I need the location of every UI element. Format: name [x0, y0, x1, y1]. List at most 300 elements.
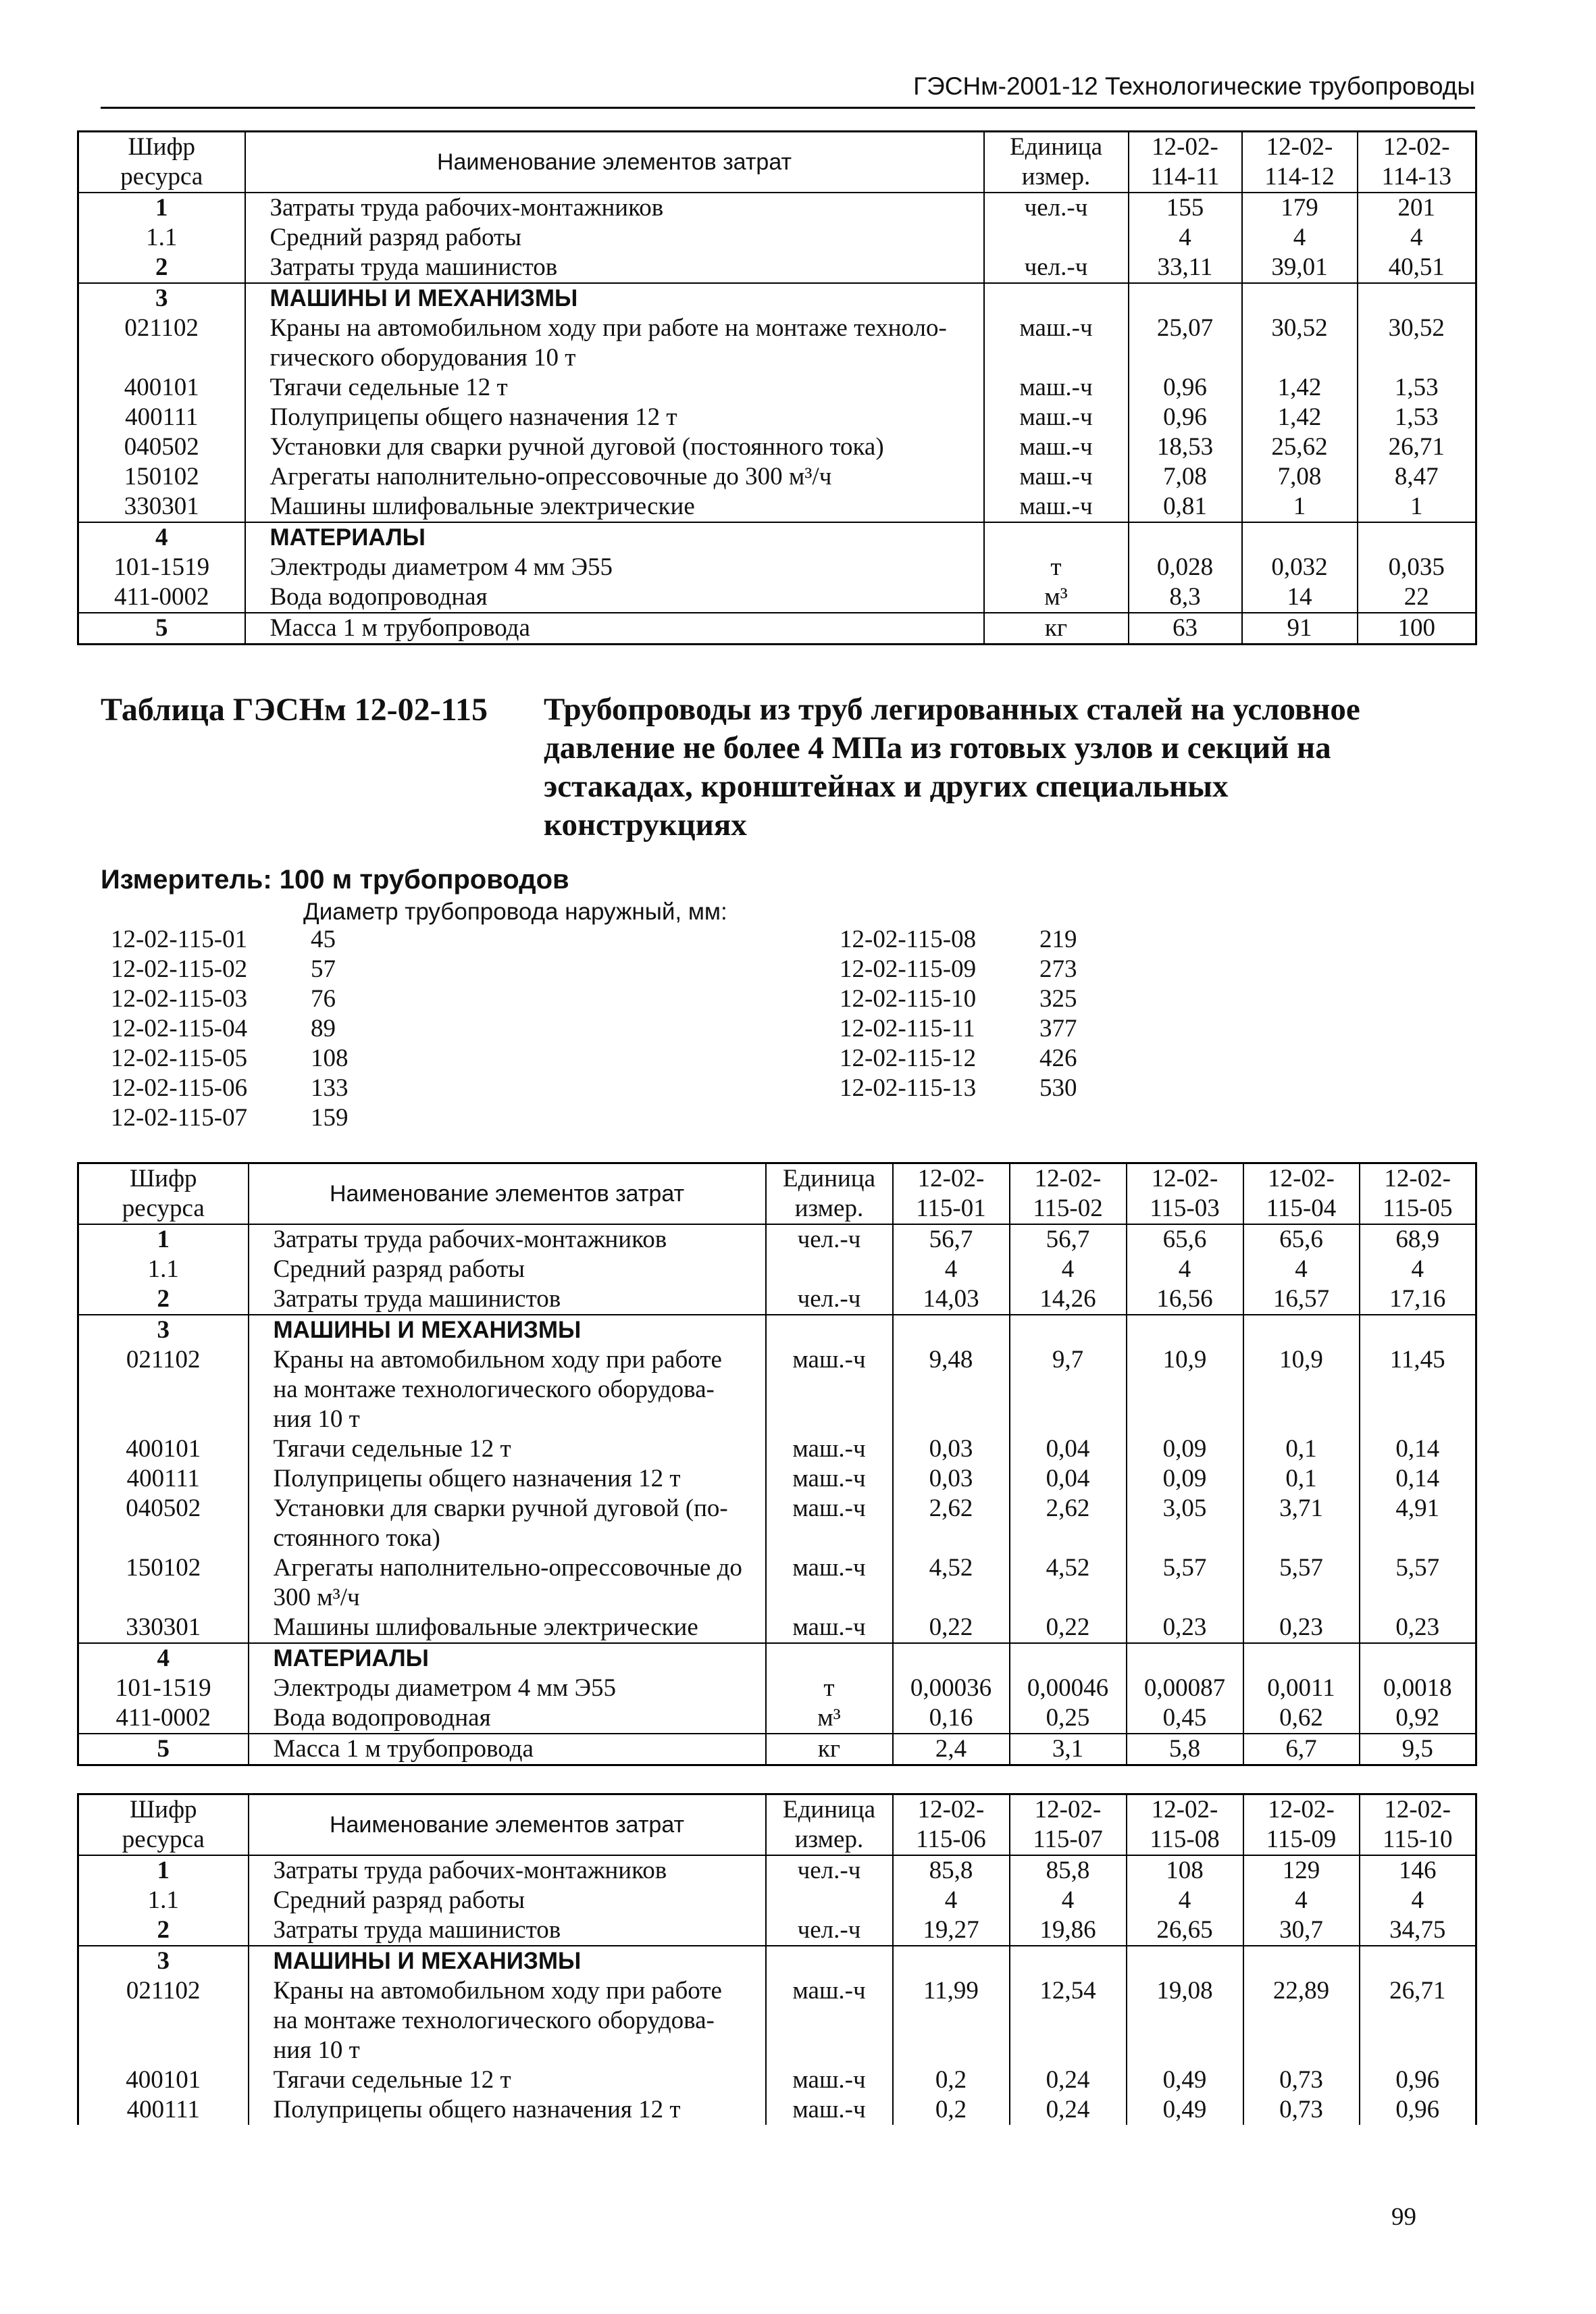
section-heading-row [78, 1315, 1476, 1345]
value-cell: 9,48 [893, 1345, 1010, 1434]
value-cell: 8,47 [1358, 462, 1476, 492]
resource-code-cell: 021102 [78, 1345, 249, 1434]
value-cell [1129, 283, 1242, 313]
cost-name-cell: Затраты труда рабочих-монтажников [249, 1855, 766, 1886]
table-title [544, 690, 1360, 845]
value-cell [1360, 1643, 1476, 1674]
value-cell: 33,11 [1129, 253, 1242, 283]
unit-header: Единица измер. [984, 132, 1129, 193]
cost-name-cell: Полуприцепы общего назначения 12 т [249, 1464, 766, 1494]
norm-code: 12-02-115-04 [111, 1015, 248, 1042]
resource-code-cell: 021102 [78, 313, 245, 373]
resource-code-cell: 1 [78, 193, 245, 223]
value-cell: 11,99 [893, 1976, 1010, 2065]
unit-cell: чел.-ч [766, 1855, 893, 1886]
table-title-line: эстакадах, кронштейнах и других специальных [544, 769, 1229, 804]
cost-name-cell: Агрегаты наполнительно-опрессовочные до 300 м³/ч [249, 1553, 766, 1613]
value-cell: 5,57 [1360, 1553, 1476, 1613]
cost-name-cell: Краны на автомобильном ходу при работе на монтаже технологического оборудова- ния 10 т [249, 1976, 766, 2065]
value-cell: 0,2 [893, 2095, 1010, 2125]
value-cell: 8,3 [1129, 582, 1242, 613]
value-cell: 34,75 [1360, 1915, 1476, 1946]
table-row [78, 1284, 1476, 1315]
value-cell: 0,14 [1360, 1464, 1476, 1494]
value-cell: 3,71 [1243, 1494, 1360, 1553]
unit-cell: м³ [766, 1703, 893, 1734]
unit-cell: маш.-ч [766, 1464, 893, 1494]
value-cell: 0,22 [1010, 1613, 1127, 1643]
resource-code-cell: 1.1 [78, 1886, 249, 1915]
norm-code-header: 12-02- 115-08 [1127, 1794, 1243, 1856]
value-cell: 4 [1010, 1886, 1127, 1915]
value-cell: 0,032 [1242, 553, 1358, 582]
value-cell: 65,6 [1127, 1224, 1243, 1255]
value-cell: 40,51 [1358, 253, 1476, 283]
norm-code: 12-02-115-06 [111, 1074, 248, 1102]
norm-code: 12-02-115-03 [111, 985, 248, 1013]
unit-cell: маш.-ч [984, 313, 1129, 373]
diameter-value: 159 [311, 1104, 349, 1132]
table-row [78, 373, 1476, 403]
norm-code: 12-02-115-05 [111, 1045, 248, 1072]
resource-code-cell: 411-0002 [78, 582, 245, 613]
value-cell [1127, 1946, 1243, 1976]
resource-code-cell: 021102 [78, 1976, 249, 2065]
diameter-row [111, 984, 349, 1014]
value-cell: 14 [1242, 582, 1358, 613]
diameter-row [111, 1044, 349, 1074]
table-row [78, 1976, 1476, 2065]
value-cell: 2,4 [893, 1734, 1010, 1765]
section-heading-cell: МАШИНЫ И МЕХАНИЗМЫ [249, 1315, 766, 1345]
value-cell: 4 [1129, 223, 1242, 253]
value-cell: 5,57 [1127, 1553, 1243, 1613]
resource-code-cell: 1 [78, 1224, 249, 1255]
norm-code: 12-02-115-08 [840, 926, 977, 953]
resource-code-cell: 4 [78, 1643, 249, 1674]
value-cell: 0,00087 [1127, 1674, 1243, 1703]
unit-cell: маш.-ч [984, 462, 1129, 492]
cost-name-cell: Тягачи седельные 12 т [249, 1434, 766, 1464]
unit-cell [984, 522, 1129, 553]
norm-code: 12-02-115-12 [840, 1045, 977, 1072]
cost-name-cell: Затраты труда машинистов [249, 1284, 766, 1315]
value-cell: 22,89 [1243, 1976, 1360, 2065]
diameter-row [840, 1014, 1077, 1044]
table-row [78, 403, 1476, 432]
value-cell: 9,5 [1360, 1734, 1476, 1765]
norm-code-header: 12-02- 115-04 [1243, 1163, 1360, 1225]
value-cell: 6,7 [1243, 1734, 1360, 1765]
value-cell: 11,45 [1360, 1345, 1476, 1434]
resource-code-cell: 3 [78, 1315, 249, 1345]
diameter-value: 133 [311, 1074, 349, 1102]
value-cell: 0,2 [893, 2065, 1010, 2095]
value-cell [893, 1946, 1010, 1976]
norm-code: 12-02-115-10 [840, 985, 977, 1013]
norm-code: 12-02-115-07 [111, 1104, 248, 1132]
unit-header: Единица измер. [766, 1794, 893, 1856]
measure-unit: Измеритель: 100 м трубопроводов [101, 865, 569, 895]
norm-code-header: 12-02- 114-12 [1242, 132, 1358, 193]
unit-cell: маш.-ч [984, 432, 1129, 462]
value-cell: 0,24 [1010, 2065, 1127, 2095]
norm-table-12-02-114 [77, 130, 1477, 645]
diameter-value: 273 [1039, 955, 1077, 983]
value-cell: 7,08 [1242, 462, 1358, 492]
diameter-row [111, 1103, 349, 1133]
value-cell: 100 [1358, 613, 1476, 645]
diameter-row [840, 1074, 1077, 1103]
value-cell: 0,96 [1129, 403, 1242, 432]
value-cell: 10,9 [1243, 1345, 1360, 1434]
unit-cell: т [984, 553, 1129, 582]
table-title-line: конструкциях [544, 807, 747, 842]
norm-table-12-02-115-01-05 [77, 1162, 1477, 1766]
norm-code: 12-02-115-13 [840, 1074, 977, 1102]
norm-code-header: 12-02- 114-11 [1129, 132, 1242, 193]
resource-code-cell: 400111 [78, 403, 245, 432]
table-label: Таблица ГЭСНм 12-02-115 [101, 692, 488, 728]
value-cell: 1,42 [1242, 373, 1358, 403]
diameter-row [840, 984, 1077, 1014]
cost-name-cell: Средний разряд работы [245, 223, 984, 253]
value-cell: 3,1 [1010, 1734, 1127, 1765]
unit-cell [766, 1886, 893, 1915]
table-row [78, 253, 1476, 283]
value-cell: 0,16 [893, 1703, 1010, 1734]
table-row [78, 313, 1476, 373]
norm-code-header: 12-02- 115-01 [893, 1163, 1010, 1225]
value-cell [1242, 522, 1358, 553]
unit-cell: чел.-ч [766, 1284, 893, 1315]
value-cell: 0,035 [1358, 553, 1476, 582]
unit-cell: чел.-ч [984, 253, 1129, 283]
section-heading-row [78, 283, 1476, 313]
norm-code: 12-02-115-02 [111, 955, 248, 983]
norm-code-header: 12-02- 115-07 [1010, 1794, 1127, 1856]
header-row [78, 132, 1476, 193]
diameter-value: 325 [1039, 985, 1077, 1013]
unit-cell [766, 1255, 893, 1284]
value-cell: 19,86 [1010, 1915, 1127, 1946]
table-row [78, 553, 1476, 582]
value-cell: 0,23 [1360, 1613, 1476, 1643]
cost-name-cell: Затраты труда рабочих-монтажников [249, 1224, 766, 1255]
value-cell: 10,9 [1127, 1345, 1243, 1434]
cost-name-cell: Краны на автомобильном ходу при работе на монтаже техноло- гического оборудования 10 т [245, 313, 984, 373]
page-number: 99 [1391, 2203, 1416, 2231]
value-cell: 0,23 [1243, 1613, 1360, 1643]
running-header-text: ГЭСНм-2001-12 Технологические трубопроводы [913, 72, 1475, 100]
resource-code-cell: 400111 [78, 1464, 249, 1494]
cost-name-cell: Средний разряд работы [249, 1255, 766, 1284]
resource-code-cell: 1.1 [78, 223, 245, 253]
value-cell: 4 [1010, 1255, 1127, 1284]
unit-cell: чел.-ч [766, 1915, 893, 1946]
value-cell: 30,7 [1243, 1915, 1360, 1946]
table-row [78, 1255, 1476, 1284]
value-cell: 0,49 [1127, 2065, 1243, 2095]
table-row [78, 462, 1476, 492]
value-cell: 4,52 [893, 1553, 1010, 1613]
value-cell: 16,56 [1127, 1284, 1243, 1315]
table-row [78, 432, 1476, 462]
value-cell: 0,09 [1127, 1434, 1243, 1464]
table-row [78, 1345, 1476, 1434]
unit-cell: т [766, 1674, 893, 1703]
unit-cell [766, 1946, 893, 1976]
value-cell: 30,52 [1242, 313, 1358, 373]
section-heading-row [78, 1946, 1476, 1976]
value-cell: 146 [1360, 1855, 1476, 1886]
unit-cell [766, 1315, 893, 1345]
table-row [78, 582, 1476, 613]
resource-code-cell: 1.1 [78, 1255, 249, 1284]
section-heading-cell: МАШИНЫ И МЕХАНИЗМЫ [249, 1946, 766, 1976]
resource-code-cell: 2 [78, 1284, 249, 1315]
value-cell: 0,14 [1360, 1434, 1476, 1464]
resource-code-cell: 2 [78, 1915, 249, 1946]
value-cell: 0,03 [893, 1464, 1010, 1494]
resource-code-cell: 400101 [78, 1434, 249, 1464]
value-cell: 3,05 [1127, 1494, 1243, 1553]
value-cell [1358, 283, 1476, 313]
unit-cell: маш.-ч [766, 2095, 893, 2125]
value-cell [1010, 1315, 1127, 1345]
norm-code-header: 12-02- 115-09 [1243, 1794, 1360, 1856]
value-cell: 0,22 [893, 1613, 1010, 1643]
table-row [78, 1855, 1476, 1886]
value-cell: 25,07 [1129, 313, 1242, 373]
unit-cell: маш.-ч [766, 1494, 893, 1553]
table-row [78, 613, 1476, 645]
diameter-list-right [840, 925, 1077, 1103]
value-cell: 0,028 [1129, 553, 1242, 582]
cost-name-cell: Установки для сварки ручной дуговой (по- стоянного тока) [249, 1494, 766, 1553]
header-row [78, 1794, 1476, 1856]
table-row [78, 2065, 1476, 2095]
resource-code-cell: 3 [78, 1946, 249, 1976]
value-cell [1010, 1643, 1127, 1674]
unit-cell: чел.-ч [766, 1224, 893, 1255]
resource-code-cell: 400111 [78, 2095, 249, 2125]
value-cell: 17,16 [1360, 1284, 1476, 1315]
value-cell: 2,62 [1010, 1494, 1127, 1553]
value-cell: 68,9 [1360, 1224, 1476, 1255]
value-cell: 0,23 [1127, 1613, 1243, 1643]
unit-cell: маш.-ч [766, 1613, 893, 1643]
table-title-line: давление не более 4 МПа из готовых узлов и секций на [544, 730, 1331, 765]
value-cell: 22 [1358, 582, 1476, 613]
value-cell [1242, 283, 1358, 313]
table-row [78, 193, 1476, 223]
table-row [78, 1464, 1476, 1494]
norm-code-header: 12-02- 115-05 [1360, 1163, 1476, 1225]
unit-cell: маш.-ч [984, 403, 1129, 432]
value-cell: 0,92 [1360, 1703, 1476, 1734]
diameter-row [111, 925, 349, 955]
section-heading-row [78, 1643, 1476, 1674]
resource-code-cell: 2 [78, 253, 245, 283]
unit-cell: маш.-ч [984, 373, 1129, 403]
resource-code-cell: 040502 [78, 432, 245, 462]
norm-code-header: 12-02- 115-10 [1360, 1794, 1476, 1856]
value-cell: 30,52 [1358, 313, 1476, 373]
running-header [101, 70, 1475, 109]
value-cell: 1 [1242, 492, 1358, 522]
value-cell: 155 [1129, 193, 1242, 223]
value-cell: 0,0018 [1360, 1674, 1476, 1703]
cost-name-cell: Полуприцепы общего назначения 12 т [245, 403, 984, 432]
cost-name-cell: Установки для сварки ручной дуговой (постоянного тока) [245, 432, 984, 462]
table-row [78, 1703, 1476, 1734]
value-cell: 5,57 [1243, 1553, 1360, 1613]
section-heading-cell: МАШИНЫ И МЕХАНИЗМЫ [245, 283, 984, 313]
table-row [78, 1613, 1476, 1643]
value-cell: 12,54 [1010, 1976, 1127, 2065]
value-cell [1129, 522, 1242, 553]
diameter-row [840, 955, 1077, 984]
value-cell: 4 [1243, 1886, 1360, 1915]
diameter-value: 45 [311, 926, 336, 953]
value-cell: 2,62 [893, 1494, 1010, 1553]
value-cell [1360, 1315, 1476, 1345]
resource-code-cell: 5 [78, 613, 245, 645]
cost-name-cell: Тягачи седельные 12 т [245, 373, 984, 403]
diameter-value: 76 [311, 985, 336, 1013]
diameter-caption: Диаметр трубопровода наружный, мм: [303, 899, 727, 925]
cost-name-cell: Масса 1 м трубопровода [249, 1734, 766, 1765]
value-cell: 4 [1242, 223, 1358, 253]
table-title-line: Трубопроводы из труб легированных сталей на условное [544, 692, 1360, 727]
value-cell: 85,8 [1010, 1855, 1127, 1886]
resource-code-header: Шифр ресурса [78, 1163, 249, 1225]
value-cell: 4 [1360, 1886, 1476, 1915]
value-cell: 1,53 [1358, 373, 1476, 403]
value-cell: 179 [1242, 193, 1358, 223]
norm-code-header: 12-02- 115-03 [1127, 1163, 1243, 1225]
diameter-list-left [111, 925, 349, 1133]
value-cell: 56,7 [1010, 1224, 1127, 1255]
value-cell: 0,00046 [1010, 1674, 1127, 1703]
resource-code-cell: 150102 [78, 462, 245, 492]
resource-code-cell: 330301 [78, 1613, 249, 1643]
value-cell: 5,8 [1127, 1734, 1243, 1765]
unit-cell: маш.-ч [766, 1553, 893, 1613]
resource-code-cell: 150102 [78, 1553, 249, 1613]
value-cell: 4 [893, 1255, 1010, 1284]
value-cell: 0,62 [1243, 1703, 1360, 1734]
resource-code-cell: 3 [78, 283, 245, 313]
cost-name-cell: Вода водопроводная [249, 1703, 766, 1734]
norm-table-12-02-115-06-10 [77, 1793, 1477, 2125]
value-cell: 4 [1358, 223, 1476, 253]
norm-code: 12-02-115-01 [111, 926, 248, 953]
value-cell [1360, 1946, 1476, 1976]
value-cell: 26,71 [1360, 1976, 1476, 2065]
cost-name-cell: Затраты труда рабочих-монтажников [245, 193, 984, 223]
value-cell: 108 [1127, 1855, 1243, 1886]
cost-name-cell: Машины шлифовальные электрические [245, 492, 984, 522]
norm-code-header: 12-02- 115-06 [893, 1794, 1010, 1856]
value-cell: 4 [1243, 1255, 1360, 1284]
unit-cell: чел.-ч [984, 193, 1129, 223]
resource-code-cell: 330301 [78, 492, 245, 522]
table-row [78, 1734, 1476, 1765]
resource-code-cell: 101-1519 [78, 1674, 249, 1703]
section-heading-cell: МАТЕРИАЛЫ [249, 1643, 766, 1674]
section-heading-row [78, 522, 1476, 553]
norm-code: 12-02-115-09 [840, 955, 977, 983]
value-cell: 26,65 [1127, 1915, 1243, 1946]
cost-name-cell: Машины шлифовальные электрические [249, 1613, 766, 1643]
unit-cell [984, 223, 1129, 253]
table-row [78, 1553, 1476, 1613]
value-cell: 65,6 [1243, 1224, 1360, 1255]
resource-code-cell: 400101 [78, 373, 245, 403]
value-cell: 0,04 [1010, 1464, 1127, 1494]
cost-name-cell: Средний разряд работы [249, 1886, 766, 1915]
value-cell: 0,04 [1010, 1434, 1127, 1464]
value-cell: 0,1 [1243, 1434, 1360, 1464]
value-cell: 0,96 [1129, 373, 1242, 403]
resource-code-cell: 4 [78, 522, 245, 553]
value-cell: 4 [893, 1886, 1010, 1915]
table-row [78, 2095, 1476, 2125]
resource-code-cell: 040502 [78, 1494, 249, 1553]
value-cell [1358, 522, 1476, 553]
diameter-row [840, 925, 1077, 955]
value-cell: 201 [1358, 193, 1476, 223]
cost-name-cell: Электроды диаметром 4 мм Э55 [245, 553, 984, 582]
unit-cell: маш.-ч [766, 1345, 893, 1434]
table-row [78, 1674, 1476, 1703]
value-cell: 0,96 [1360, 2065, 1476, 2095]
value-cell: 0,0011 [1243, 1674, 1360, 1703]
unit-cell: маш.-ч [766, 1434, 893, 1464]
resource-code-cell: 411-0002 [78, 1703, 249, 1734]
cost-name-cell: Тягачи седельные 12 т [249, 2065, 766, 2095]
cost-name-cell: Затраты труда машинистов [245, 253, 984, 283]
table-row [78, 1224, 1476, 1255]
table-row [78, 223, 1476, 253]
cost-name-cell: Вода водопроводная [245, 582, 984, 613]
value-cell: 16,57 [1243, 1284, 1360, 1315]
value-cell: 0,1 [1243, 1464, 1360, 1494]
value-cell: 0,24 [1010, 2095, 1127, 2125]
cost-name-header: Наименование элементов затрат [249, 1163, 766, 1225]
value-cell: 4 [1127, 1255, 1243, 1284]
unit-cell [984, 283, 1129, 313]
norm-code: 12-02-115-11 [840, 1015, 975, 1042]
diameter-value: 426 [1039, 1045, 1077, 1072]
diameter-value: 108 [311, 1045, 349, 1072]
cost-name-cell: Электроды диаметром 4 мм Э55 [249, 1674, 766, 1703]
resource-code-cell: 1 [78, 1855, 249, 1886]
header-row [78, 1163, 1476, 1225]
value-cell: 0,03 [893, 1434, 1010, 1464]
value-cell: 19,27 [893, 1915, 1010, 1946]
resource-code-cell: 5 [78, 1734, 249, 1765]
table-row [78, 1434, 1476, 1464]
value-cell: 56,7 [893, 1224, 1010, 1255]
value-cell [1127, 1643, 1243, 1674]
value-cell [1010, 1946, 1127, 1976]
value-cell: 0,09 [1127, 1464, 1243, 1494]
value-cell: 0,49 [1127, 2095, 1243, 2125]
value-cell: 85,8 [893, 1855, 1010, 1886]
